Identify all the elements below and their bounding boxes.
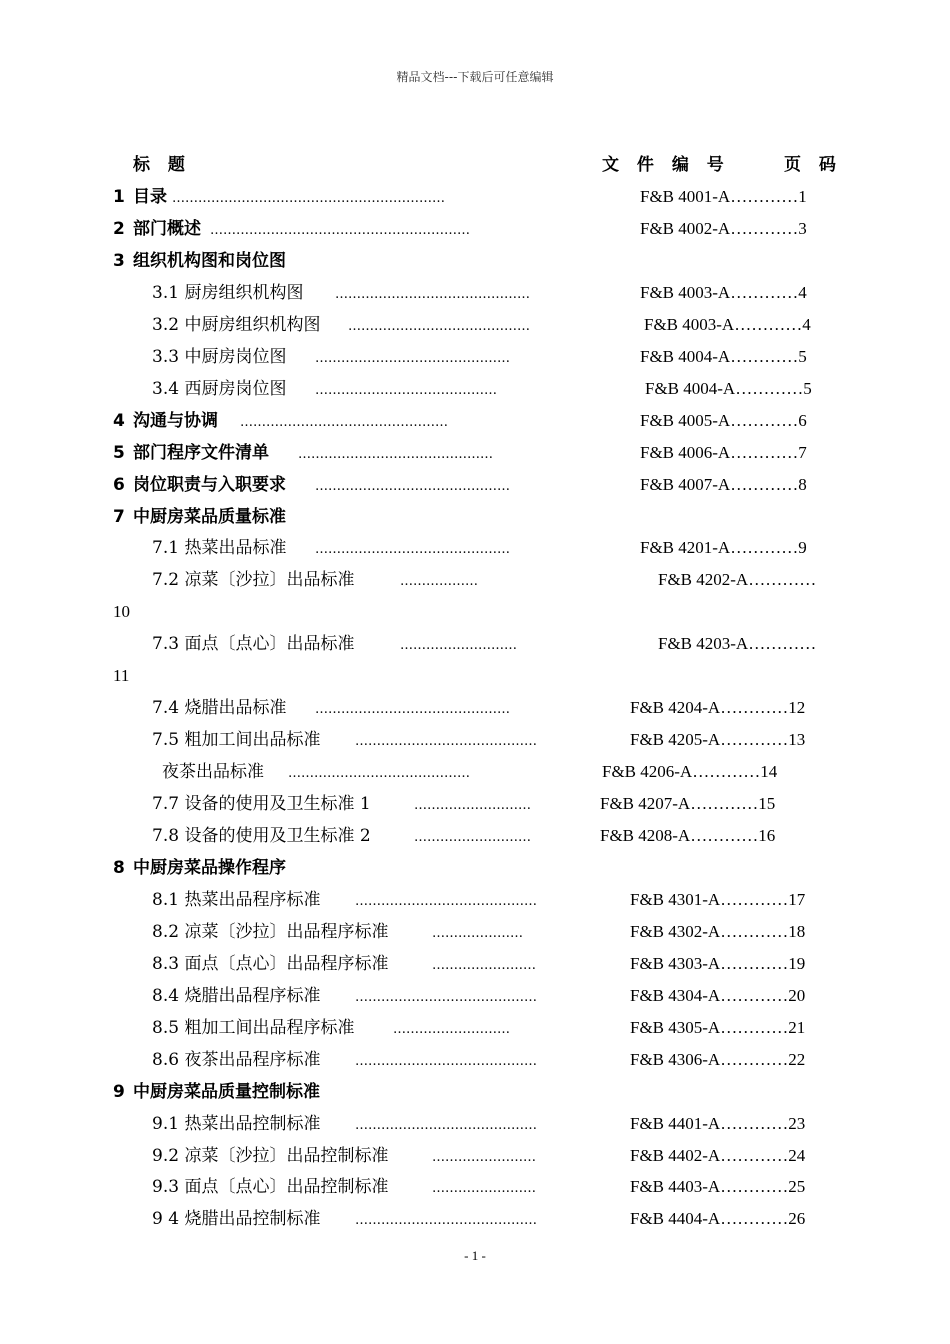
toc-title: 7.2 凉菜〔沙拉〕出品标准 bbox=[152, 570, 355, 591]
toc-title: 中厨房菜品操作程序 bbox=[133, 857, 286, 878]
toc-document-code: F&B 4004-A…………5 bbox=[645, 378, 812, 398]
toc-title: 3.4 西厨房岗位图 bbox=[152, 378, 287, 399]
toc-document-code: F&B 4002-A…………3 bbox=[640, 218, 807, 238]
column-header-code: 文 件 编 号 bbox=[602, 155, 730, 175]
toc-leader-dots: ………………………………………… bbox=[240, 414, 448, 430]
toc-document-code: F&B 4004-A…………5 bbox=[640, 346, 807, 366]
toc-section-number: 9 bbox=[113, 1081, 125, 1102]
toc-section-number: 6 bbox=[113, 474, 125, 495]
toc-title: 目录 bbox=[133, 187, 167, 207]
toc-document-code: F&B 4301-A…………17 bbox=[630, 889, 806, 909]
toc-leader-dots: …………………………………… bbox=[348, 318, 530, 334]
toc-entry bbox=[0, 312, 950, 344]
toc-title: 岗位职责与入职要求 bbox=[133, 474, 286, 495]
toc-title: 7.4 烧腊出品标准 bbox=[152, 698, 287, 719]
toc-page-number-wrapped: 10 bbox=[113, 602, 130, 622]
toc-title: 沟通与协调 bbox=[133, 410, 218, 431]
toc-leader-dots: ………………… bbox=[432, 925, 523, 941]
toc-title: 部门概述 bbox=[133, 218, 201, 239]
toc-page-number-wrapped: 11 bbox=[113, 666, 130, 686]
toc-entry bbox=[0, 1206, 950, 1238]
toc-leader-dots: …………………………………………………… bbox=[210, 222, 470, 238]
toc-leader-dots: ……………………………………… bbox=[315, 350, 510, 366]
toc-entry bbox=[0, 567, 950, 599]
toc-document-code: F&B 4402-A…………24 bbox=[630, 1145, 806, 1165]
toc-leader-dots: ……………………… bbox=[414, 798, 531, 814]
toc-leader-dots: ……………………………………… bbox=[315, 478, 510, 494]
toc-document-code: F&B 4305-A…………21 bbox=[630, 1017, 806, 1037]
toc-entry bbox=[0, 1143, 950, 1175]
toc-document-code: F&B 4001-A…………1 bbox=[640, 187, 807, 206]
toc-leader-dots: …………………………………… bbox=[315, 382, 497, 398]
toc-entry bbox=[0, 408, 950, 440]
toc-document-code: F&B 4005-A…………6 bbox=[640, 410, 807, 430]
toc-leader-dots: ……………………………………… bbox=[315, 702, 510, 718]
toc-leader-dots: …………………………………… bbox=[355, 989, 537, 1005]
toc-leader-dots: …………………………………… bbox=[355, 1213, 537, 1229]
toc-entry bbox=[0, 1079, 950, 1111]
toc-document-code: F&B 4203-A………… bbox=[658, 634, 817, 654]
toc-title: 3.3 中厨房岗位图 bbox=[152, 346, 287, 367]
toc-document-code: F&B 4202-A………… bbox=[658, 570, 817, 590]
toc-document-code: F&B 4207-A…………15 bbox=[600, 794, 776, 814]
toc-document-code: F&B 4201-A…………9 bbox=[640, 538, 807, 558]
toc-title: 夜茶出品标准 bbox=[162, 762, 264, 783]
toc-title: 8.1 热菜出品程序标准 bbox=[152, 889, 321, 910]
header-watermark: 精品文档---下载后可任意编辑 bbox=[396, 70, 554, 84]
toc-entry bbox=[0, 855, 950, 887]
toc-entry bbox=[0, 759, 950, 791]
toc-document-code: F&B 4302-A…………18 bbox=[630, 921, 806, 941]
toc-document-code: F&B 4204-A…………12 bbox=[630, 698, 806, 718]
toc-leader-dots: …………………………………… bbox=[355, 734, 537, 750]
toc-title: 8.3 面点〔点心〕出品程序标准 bbox=[152, 953, 389, 974]
toc-leader-dots: …………………………………… bbox=[288, 766, 470, 782]
toc-title: 7.3 面点〔点心〕出品标准 bbox=[152, 634, 355, 655]
toc-entry bbox=[0, 695, 950, 727]
toc-leader-dots: ……………………………………………………… bbox=[172, 191, 445, 206]
toc-title: 8.4 烧腊出品程序标准 bbox=[152, 985, 321, 1006]
toc-document-code: F&B 4003-A…………4 bbox=[640, 282, 807, 302]
toc-document-code: F&B 4306-A…………22 bbox=[630, 1049, 806, 1069]
toc-leader-dots: …………………… bbox=[432, 957, 536, 973]
toc-entry bbox=[0, 440, 950, 472]
toc-title: 7.8 设备的使用及卫生标准 2 bbox=[152, 826, 371, 846]
column-header-title: 标 题 bbox=[133, 155, 191, 175]
toc-entry bbox=[0, 535, 950, 567]
toc-entry bbox=[0, 919, 950, 951]
toc-document-code: F&B 4403-A…………25 bbox=[630, 1177, 806, 1197]
toc-section-number: 1 bbox=[113, 187, 125, 207]
toc-document-code: F&B 4303-A…………19 bbox=[630, 953, 806, 973]
toc-entry bbox=[0, 1174, 950, 1206]
toc-entry bbox=[0, 1015, 950, 1047]
toc-section-number: 2 bbox=[113, 218, 125, 239]
toc-entry bbox=[0, 791, 950, 823]
toc-entry bbox=[0, 184, 950, 216]
toc-title: 8.6 夜茶出品程序标准 bbox=[152, 1049, 321, 1070]
toc-leader-dots: ……………………………………… bbox=[315, 542, 510, 558]
toc-entry bbox=[0, 504, 950, 536]
toc-section-number: 7 bbox=[113, 506, 125, 527]
toc-entry bbox=[0, 1111, 950, 1143]
toc-title: 9.2 凉菜〔沙拉〕出品控制标准 bbox=[152, 1145, 389, 1166]
toc-entry bbox=[0, 663, 950, 695]
toc-leader-dots: ……………… bbox=[400, 574, 478, 590]
toc-document-code: F&B 4404-A…………26 bbox=[630, 1209, 806, 1229]
toc-entry bbox=[0, 631, 950, 663]
toc-title: 7.7 设备的使用及卫生标准 1 bbox=[152, 794, 371, 815]
toc-entry bbox=[0, 248, 950, 280]
toc-entry bbox=[0, 280, 950, 312]
toc-section-number: 5 bbox=[113, 442, 125, 463]
toc-document-code: F&B 4003-A…………4 bbox=[644, 314, 811, 334]
toc-title: 7.5 粗加工间出品标准 bbox=[152, 730, 321, 751]
toc-title: 7.1 热菜出品标准 bbox=[152, 538, 287, 559]
toc-title: 9.3 面点〔点心〕出品控制标准 bbox=[152, 1177, 389, 1198]
toc-title: 部门程序文件清单 bbox=[133, 442, 269, 463]
toc-section-number: 3 bbox=[113, 250, 125, 271]
toc-document-code: F&B 4006-A…………7 bbox=[640, 442, 807, 462]
toc-entry bbox=[0, 983, 950, 1015]
toc-title: 8.2 凉菜〔沙拉〕出品程序标准 bbox=[152, 921, 389, 942]
toc-document-code: F&B 4205-A…………13 bbox=[630, 730, 806, 750]
toc-leader-dots: …………………………………… bbox=[355, 893, 537, 909]
toc-leader-dots: ……………………………………… bbox=[298, 446, 493, 462]
toc-leader-dots: …………………… bbox=[432, 1181, 536, 1197]
toc-document-code: F&B 4208-A…………16 bbox=[600, 826, 776, 845]
toc-leader-dots: ……………………… bbox=[414, 830, 531, 845]
toc-leader-dots: ……………………… bbox=[400, 638, 517, 654]
toc-leader-dots: …………………………………… bbox=[355, 1053, 537, 1069]
toc-document-code: F&B 4304-A…………20 bbox=[630, 985, 806, 1005]
toc-document-code: F&B 4007-A…………8 bbox=[640, 474, 807, 494]
toc-title: 3.2 中厨房组织机构图 bbox=[152, 314, 321, 335]
toc-entry bbox=[0, 216, 950, 248]
toc-entry bbox=[0, 1047, 950, 1079]
toc-leader-dots: …………………… bbox=[432, 1149, 536, 1165]
toc-leader-dots: ……………………………………… bbox=[335, 286, 530, 302]
toc-title: 3.1 厨房组织机构图 bbox=[152, 282, 304, 303]
toc-entry bbox=[0, 951, 950, 983]
toc-section-number: 4 bbox=[113, 410, 125, 431]
toc-title: 8.5 粗加工间出品程序标准 bbox=[152, 1017, 355, 1038]
toc-title: 9 4 烧腊出品控制标准 bbox=[152, 1209, 321, 1230]
toc-document-code: F&B 4206-A…………14 bbox=[602, 762, 778, 782]
toc-title: 中厨房菜品质量标准 bbox=[133, 506, 286, 527]
toc-entry bbox=[0, 887, 950, 919]
toc-entry bbox=[0, 823, 950, 855]
toc-document-code: F&B 4401-A…………23 bbox=[630, 1113, 806, 1133]
toc-section-number: 8 bbox=[113, 857, 125, 878]
toc-leader-dots: …………………………………… bbox=[355, 1117, 537, 1133]
toc-title: 中厨房菜品质量控制标准 bbox=[133, 1081, 320, 1102]
column-header-page: 页 码 bbox=[784, 155, 842, 175]
toc-title: 9.1 热菜出品控制标准 bbox=[152, 1113, 321, 1134]
toc-entry bbox=[0, 472, 950, 504]
toc-entry bbox=[0, 727, 950, 759]
toc-title: 组织机构图和岗位图 bbox=[133, 250, 286, 271]
toc-entry bbox=[0, 344, 950, 376]
toc-entry bbox=[0, 376, 950, 408]
page-number: - 1 - bbox=[464, 1248, 486, 1263]
toc-leader-dots: ……………………… bbox=[393, 1021, 510, 1037]
toc-entry bbox=[0, 599, 950, 631]
